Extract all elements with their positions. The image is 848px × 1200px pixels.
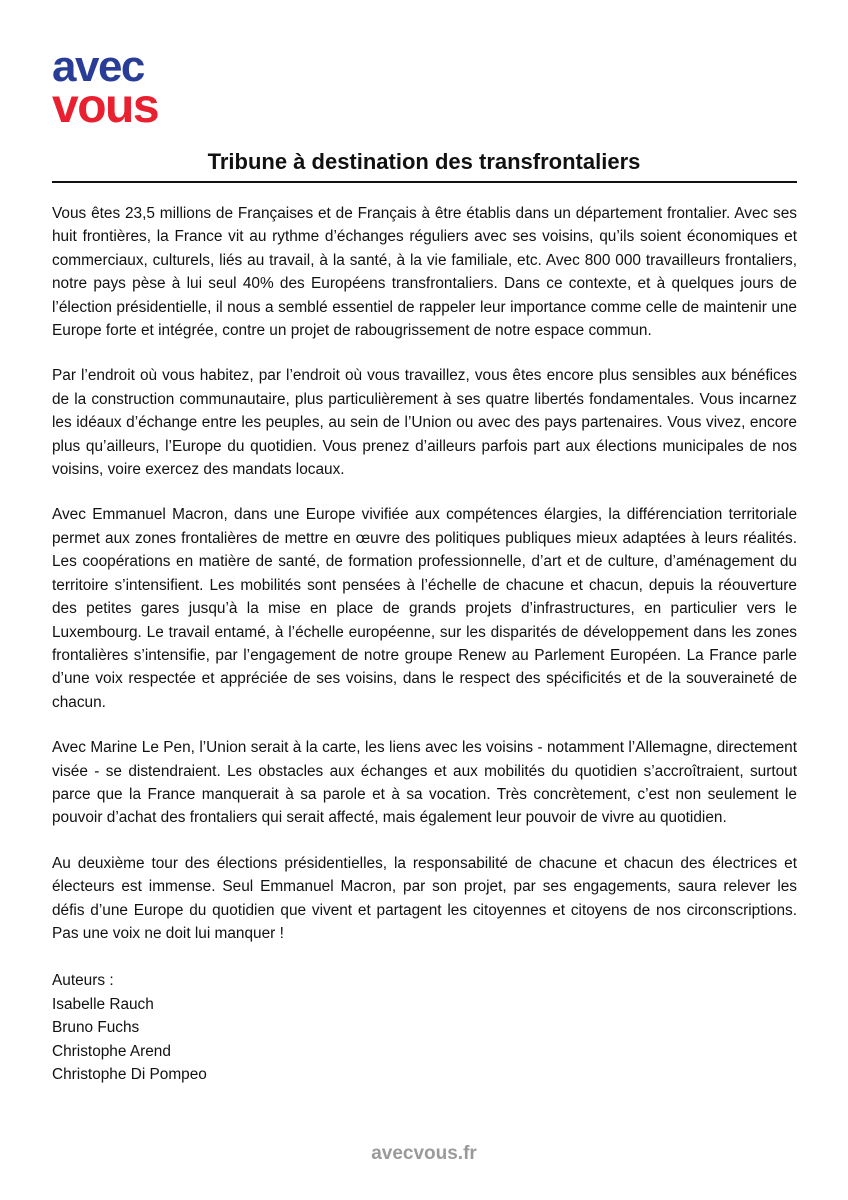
document-body [52, 202, 797, 1086]
paragraph: Au deuxième tour des élections présidentielles, la responsabilité de chacune et chacun des électrices et électeurs est immense. Seul Emmanuel Macron, par son projet, par ses engagements, saura relever les défis d’une Europe du quotidien que vivent et partagent les citoyennes et citoyens de nos circonscriptions. Pas une voix ne doit lui manquer ! [52, 854, 797, 942]
paragraph: Par l’endroit où vous habitez, par l’endroit où vous travaillez, vous êtes encore plus sensibles aux bénéfices de la construction communautaire, plus particulièrement à ses quatre libertés fondamentales. Vous incarnez les idéaux d’échange entre les peuples, au sein de l’Union ou avec des pays partenaires. Vous vivez, encore plus qu’ailleurs, l’Europe du quotidien. Vous prenez d’ailleurs parfois part aux élections municipales de nos voisins, voire exercez des mandats locaux. [52, 367, 797, 479]
logo-word-vous: vous [52, 79, 159, 133]
paragraph: Vous êtes 23,5 millions de Françaises et de Français à être établis dans un département frontalier. Avec ses huit frontières, la France vit au rythme d’échanges réguliers avec ses voisins, qu’ils soient économiques et commerciaux, culturels, liés au travail, à la santé, à la vie familiale, etc. Avec 800 000 travailleurs frontaliers, notre pays pèse à lui seul 40% des Européens transfrontaliers. Dans ce contexte, et à quelques jours de l’élection présidentielle, il nous a semblé essentiel de rappeler leur importance comme celle de maintenir une Europe forte et intégrée, contre un projet de rabougrissement de notre espace commun. [52, 205, 797, 340]
paragraph: Avec Emmanuel Macron, dans une Europe vivifiée aux compétences élargies, la différenciation territoriale permet aux zones frontalières de mettre en œuvre des politiques publiques mieux adaptées à leurs réalités. Les coopérations en matière de santé, de formation professionnelle, d’art et de culture, d’aménagement du territoire s’intensifient. Les mobilités sont pensées à l’échelle de chacune et chacun, depuis la réouverture des petites gares jusqu’à la mise en place de grands projets d’infrastructures, en particulier vers le Luxembourg. Le travail entamé, à l’échelle européenne, sur les disparités de développement dans les zones frontalières s’intensifie, par l’engagement de notre groupe Renew au Parlement Européen. La France parle d’une voix respectée et appréciée de ses voisins, dans le respect des spécificités et de la souveraineté de chacun. [52, 506, 797, 711]
paragraph: Avec Marine Le Pen, l’Union serait à la carte, les liens avec les voisins - notamment l’Allemagne, directement visée - se distendraient. Les obstacles aux échanges et aux mobilités du quotidien s’accroîtraient, surtout parce que la France manquerait à sa parole et à sa vocation. Très concrètement, c’est non seulement le pouvoir d’achat des frontaliers qui serait affecté, mais également leur pouvoir de vivre au quotidien. [52, 739, 797, 827]
footer-url[interactable]: avecvous.fr [371, 1143, 477, 1164]
author-name: Bruno Fuchs [52, 1019, 140, 1037]
authors-block [52, 969, 797, 1086]
authors-label: Auteurs : [52, 972, 114, 990]
author-name: Isabelle Rauch [52, 995, 154, 1013]
logo-word-avec: avec [52, 42, 144, 91]
author-name: Christophe Arend [52, 1042, 171, 1060]
document-title: Tribune à destination des transfrontaliers [207, 149, 641, 174]
author-name: Christophe Di Pompeo [52, 1066, 207, 1083]
title-divider [52, 181, 797, 183]
brand-logo [52, 42, 159, 133]
